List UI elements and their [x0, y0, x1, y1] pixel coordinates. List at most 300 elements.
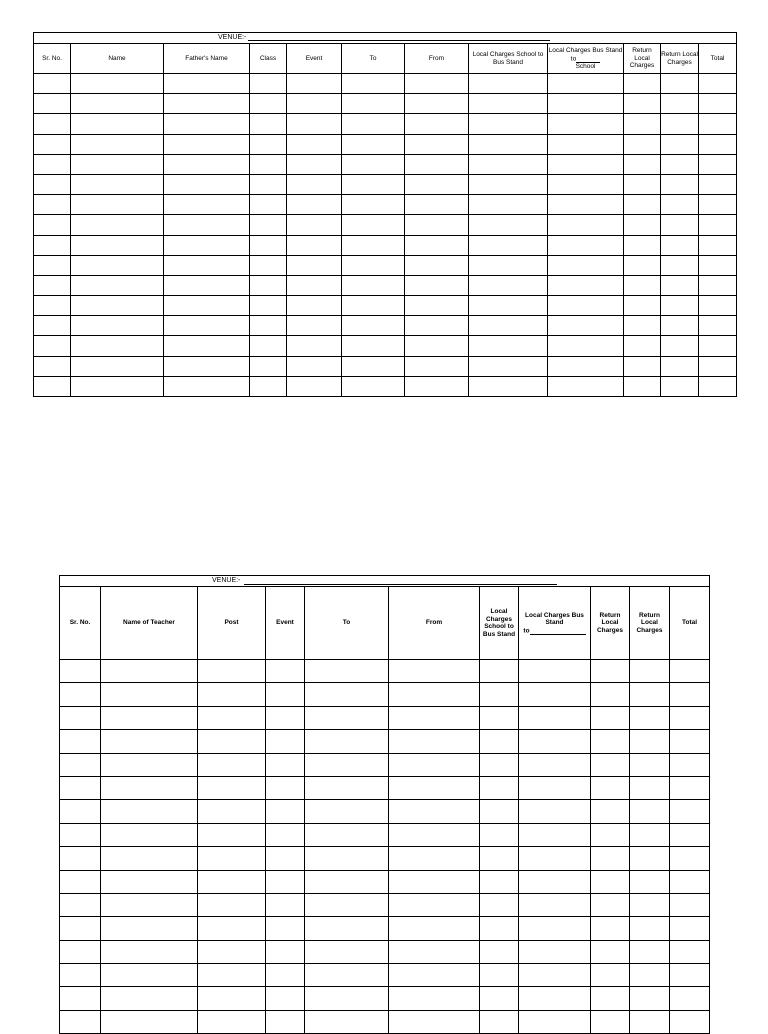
teachers-blank-cell[interactable]	[630, 730, 670, 753]
students-blank-cell[interactable]	[624, 275, 661, 295]
students-blank-cell[interactable]	[342, 154, 405, 174]
students-blank-cell[interactable]	[250, 74, 287, 94]
students-blank-cell[interactable]	[624, 376, 661, 396]
teachers-blank-cell[interactable]	[198, 964, 266, 987]
students-blank-cell[interactable]	[548, 94, 624, 114]
students-blank-cell[interactable]	[405, 275, 469, 295]
teachers-blank-cell[interactable]	[670, 940, 710, 963]
teachers-blank-cell[interactable]	[670, 847, 710, 870]
teachers-blank-cell[interactable]	[389, 893, 480, 916]
students-blank-cell[interactable]	[699, 316, 737, 336]
students-blank-cell[interactable]	[71, 275, 164, 295]
students-blank-cell[interactable]	[34, 235, 71, 255]
teachers-blank-cell[interactable]	[630, 683, 670, 706]
teachers-blank-cell[interactable]	[389, 706, 480, 729]
students-blank-cell[interactable]	[548, 296, 624, 316]
students-blank-cell[interactable]	[342, 376, 405, 396]
students-blank-cell[interactable]	[250, 255, 287, 275]
students-blank-cell[interactable]	[287, 316, 342, 336]
teachers-blank-cell[interactable]	[266, 800, 305, 823]
students-blank-cell[interactable]	[469, 336, 548, 356]
students-blank-cell[interactable]	[287, 195, 342, 215]
teachers-blank-cell[interactable]	[630, 800, 670, 823]
students-blank-cell[interactable]	[71, 336, 164, 356]
students-blank-cell[interactable]	[250, 376, 287, 396]
students-blank-cell[interactable]	[34, 255, 71, 275]
students-blank-cell[interactable]	[469, 235, 548, 255]
teachers-blank-cell[interactable]	[305, 987, 389, 1010]
teachers-blank-cell[interactable]	[198, 987, 266, 1010]
students-blank-cell[interactable]	[71, 215, 164, 235]
teachers-blank-cell[interactable]	[591, 1010, 630, 1033]
students-blank-cell[interactable]	[342, 74, 405, 94]
students-blank-cell[interactable]	[624, 195, 661, 215]
teachers-blank-cell[interactable]	[266, 730, 305, 753]
teachers-blank-cell[interactable]	[60, 660, 101, 683]
students-blank-cell[interactable]	[405, 356, 469, 376]
teachers-blank-cell[interactable]	[266, 870, 305, 893]
teachers-blank-cell[interactable]	[266, 893, 305, 916]
teachers-blank-cell[interactable]	[670, 870, 710, 893]
teachers-blank-cell[interactable]	[101, 940, 198, 963]
teachers-blank-cell[interactable]	[266, 660, 305, 683]
students-blank-cell[interactable]	[405, 215, 469, 235]
students-blank-cell[interactable]	[661, 215, 699, 235]
teachers-blank-cell[interactable]	[480, 1010, 519, 1033]
teachers-blank-cell[interactable]	[60, 893, 101, 916]
students-blank-cell[interactable]	[34, 336, 71, 356]
teachers-blank-cell[interactable]	[266, 706, 305, 729]
teachers-blank-cell[interactable]	[630, 964, 670, 987]
teachers-blank-cell[interactable]	[591, 940, 630, 963]
teachers-blank-cell[interactable]	[305, 1010, 389, 1033]
students-blank-cell[interactable]	[405, 74, 469, 94]
teachers-blank-cell[interactable]	[519, 964, 591, 987]
teachers-blank-cell[interactable]	[266, 776, 305, 799]
students-blank-cell[interactable]	[661, 376, 699, 396]
teachers-blank-cell[interactable]	[480, 964, 519, 987]
teachers-blank-cell[interactable]	[101, 893, 198, 916]
teachers-blank-cell[interactable]	[389, 847, 480, 870]
students-blank-cell[interactable]	[469, 94, 548, 114]
teachers-blank-cell[interactable]	[305, 753, 389, 776]
teachers-blank-cell[interactable]	[519, 893, 591, 916]
students-blank-cell[interactable]	[624, 74, 661, 94]
students-blank-cell[interactable]	[164, 255, 250, 275]
students-blank-cell[interactable]	[699, 235, 737, 255]
teachers-blank-cell[interactable]	[305, 776, 389, 799]
students-blank-cell[interactable]	[34, 215, 71, 235]
students-blank-cell[interactable]	[699, 94, 737, 114]
students-blank-cell[interactable]	[624, 134, 661, 154]
teachers-blank-cell[interactable]	[60, 823, 101, 846]
teachers-blank-cell[interactable]	[591, 893, 630, 916]
teachers-blank-cell[interactable]	[305, 800, 389, 823]
students-blank-cell[interactable]	[287, 154, 342, 174]
teachers-blank-cell[interactable]	[389, 683, 480, 706]
teachers-blank-cell[interactable]	[60, 683, 101, 706]
students-blank-cell[interactable]	[405, 134, 469, 154]
students-venue-line[interactable]	[248, 40, 550, 41]
teachers-blank-cell[interactable]	[389, 776, 480, 799]
students-blank-cell[interactable]	[34, 154, 71, 174]
teachers-blank-cell[interactable]	[305, 870, 389, 893]
teachers-blank-cell[interactable]	[60, 706, 101, 729]
teachers-blank-cell[interactable]	[389, 987, 480, 1010]
teachers-blank-cell[interactable]	[591, 753, 630, 776]
students-blank-cell[interactable]	[624, 114, 661, 134]
students-blank-cell[interactable]	[661, 114, 699, 134]
students-blank-cell[interactable]	[405, 94, 469, 114]
teachers-blank-cell[interactable]	[101, 917, 198, 940]
students-blank-cell[interactable]	[699, 356, 737, 376]
students-blank-cell[interactable]	[624, 94, 661, 114]
teachers-blank-cell[interactable]	[670, 893, 710, 916]
students-blank-cell[interactable]	[699, 154, 737, 174]
students-blank-cell[interactable]	[624, 316, 661, 336]
students-blank-cell[interactable]	[71, 94, 164, 114]
students-blank-cell[interactable]	[71, 74, 164, 94]
teachers-blank-cell[interactable]	[480, 823, 519, 846]
students-blank-cell[interactable]	[661, 174, 699, 194]
teachers-blank-cell[interactable]	[198, 917, 266, 940]
students-blank-cell[interactable]	[342, 336, 405, 356]
teachers-blank-cell[interactable]	[480, 847, 519, 870]
teachers-blank-cell[interactable]	[480, 800, 519, 823]
teachers-blank-cell[interactable]	[519, 800, 591, 823]
students-blank-cell[interactable]	[548, 174, 624, 194]
students-blank-cell[interactable]	[71, 174, 164, 194]
teachers-blank-cell[interactable]	[60, 847, 101, 870]
students-blank-cell[interactable]	[661, 94, 699, 114]
teachers-blank-cell[interactable]	[198, 893, 266, 916]
students-blank-cell[interactable]	[624, 336, 661, 356]
teachers-blank-cell[interactable]	[101, 1010, 198, 1033]
students-blank-cell[interactable]	[164, 94, 250, 114]
students-blank-cell[interactable]	[250, 94, 287, 114]
students-blank-cell[interactable]	[469, 174, 548, 194]
teachers-blank-cell[interactable]	[591, 823, 630, 846]
teachers-blank-cell[interactable]	[591, 776, 630, 799]
teachers-blank-cell[interactable]	[670, 823, 710, 846]
teachers-blank-cell[interactable]	[670, 987, 710, 1010]
students-blank-cell[interactable]	[624, 255, 661, 275]
students-blank-cell[interactable]	[469, 275, 548, 295]
students-blank-cell[interactable]	[34, 356, 71, 376]
students-blank-cell[interactable]	[164, 316, 250, 336]
students-blank-cell[interactable]	[469, 296, 548, 316]
students-blank-cell[interactable]	[548, 215, 624, 235]
students-blank-cell[interactable]	[661, 195, 699, 215]
teachers-blank-cell[interactable]	[389, 800, 480, 823]
students-blank-cell[interactable]	[71, 134, 164, 154]
teachers-blank-cell[interactable]	[519, 870, 591, 893]
teachers-blank-cell[interactable]	[305, 893, 389, 916]
students-blank-cell[interactable]	[469, 356, 548, 376]
teachers-blank-cell[interactable]	[266, 964, 305, 987]
students-blank-cell[interactable]	[164, 154, 250, 174]
teachers-blank-cell[interactable]	[519, 660, 591, 683]
teachers-blank-cell[interactable]	[266, 823, 305, 846]
teachers-blank-cell[interactable]	[630, 870, 670, 893]
teachers-blank-cell[interactable]	[101, 753, 198, 776]
students-blank-cell[interactable]	[342, 296, 405, 316]
teachers-blank-cell[interactable]	[60, 1010, 101, 1033]
teachers-blank-cell[interactable]	[266, 1010, 305, 1033]
teachers-blank-cell[interactable]	[519, 753, 591, 776]
students-blank-cell[interactable]	[164, 134, 250, 154]
students-blank-cell[interactable]	[548, 356, 624, 376]
students-blank-cell[interactable]	[164, 336, 250, 356]
students-blank-cell[interactable]	[164, 296, 250, 316]
students-blank-cell[interactable]	[661, 275, 699, 295]
teachers-blank-cell[interactable]	[630, 987, 670, 1010]
teachers-blank-cell[interactable]	[630, 753, 670, 776]
teachers-blank-cell[interactable]	[670, 1010, 710, 1033]
teachers-blank-cell[interactable]	[591, 730, 630, 753]
students-blank-cell[interactable]	[250, 275, 287, 295]
teachers-blank-cell[interactable]	[670, 753, 710, 776]
teachers-blank-cell[interactable]	[60, 776, 101, 799]
students-blank-cell[interactable]	[71, 356, 164, 376]
teachers-blank-cell[interactable]	[60, 800, 101, 823]
students-blank-cell[interactable]	[34, 134, 71, 154]
students-blank-cell[interactable]	[405, 376, 469, 396]
students-blank-cell[interactable]	[34, 174, 71, 194]
students-blank-cell[interactable]	[469, 215, 548, 235]
teachers-blank-cell[interactable]	[198, 847, 266, 870]
teachers-blank-cell[interactable]	[389, 1010, 480, 1033]
students-blank-cell[interactable]	[342, 94, 405, 114]
students-blank-cell[interactable]	[405, 154, 469, 174]
teachers-blank-cell[interactable]	[266, 987, 305, 1010]
students-blank-cell[interactable]	[405, 195, 469, 215]
students-blank-cell[interactable]	[661, 296, 699, 316]
teachers-blank-cell[interactable]	[266, 940, 305, 963]
teachers-blank-cell[interactable]	[60, 987, 101, 1010]
teachers-blank-cell[interactable]	[519, 940, 591, 963]
teachers-blank-cell[interactable]	[591, 706, 630, 729]
teachers-blank-cell[interactable]	[60, 940, 101, 963]
teachers-blank-cell[interactable]	[630, 823, 670, 846]
teachers-blank-cell[interactable]	[630, 1010, 670, 1033]
teachers-blank-cell[interactable]	[305, 706, 389, 729]
students-blank-cell[interactable]	[405, 235, 469, 255]
teachers-blank-cell[interactable]	[305, 683, 389, 706]
teachers-blank-cell[interactable]	[198, 1010, 266, 1033]
students-blank-cell[interactable]	[250, 356, 287, 376]
students-blank-cell[interactable]	[342, 275, 405, 295]
students-blank-cell[interactable]	[469, 114, 548, 134]
students-blank-cell[interactable]	[624, 215, 661, 235]
teachers-blank-cell[interactable]	[480, 987, 519, 1010]
teachers-blank-cell[interactable]	[60, 964, 101, 987]
teachers-blank-cell[interactable]	[480, 706, 519, 729]
teachers-blank-cell[interactable]	[670, 800, 710, 823]
teachers-blank-cell[interactable]	[519, 847, 591, 870]
teachers-blank-cell[interactable]	[198, 776, 266, 799]
students-blank-cell[interactable]	[699, 174, 737, 194]
students-blank-cell[interactable]	[548, 114, 624, 134]
teachers-blank-cell[interactable]	[389, 870, 480, 893]
teachers-blank-cell[interactable]	[101, 870, 198, 893]
students-blank-cell[interactable]	[469, 376, 548, 396]
teachers-blank-cell[interactable]	[670, 730, 710, 753]
teachers-blank-cell[interactable]	[591, 870, 630, 893]
teachers-blank-cell[interactable]	[630, 893, 670, 916]
students-blank-cell[interactable]	[661, 74, 699, 94]
students-blank-cell[interactable]	[287, 174, 342, 194]
students-blank-cell[interactable]	[469, 195, 548, 215]
students-blank-cell[interactable]	[250, 336, 287, 356]
students-blank-cell[interactable]	[287, 114, 342, 134]
teachers-blank-cell[interactable]	[519, 683, 591, 706]
students-blank-cell[interactable]	[34, 316, 71, 336]
teachers-blank-cell[interactable]	[389, 940, 480, 963]
students-blank-cell[interactable]	[34, 275, 71, 295]
students-blank-cell[interactable]	[661, 235, 699, 255]
students-blank-cell[interactable]	[34, 94, 71, 114]
students-blank-cell[interactable]	[250, 195, 287, 215]
students-blank-cell[interactable]	[548, 134, 624, 154]
teachers-blank-cell[interactable]	[591, 847, 630, 870]
teachers-blank-cell[interactable]	[630, 940, 670, 963]
teachers-blank-cell[interactable]	[670, 706, 710, 729]
students-blank-cell[interactable]	[469, 316, 548, 336]
students-blank-cell[interactable]	[699, 74, 737, 94]
teachers-blank-cell[interactable]	[630, 660, 670, 683]
teachers-blank-cell[interactable]	[266, 917, 305, 940]
students-blank-cell[interactable]	[342, 174, 405, 194]
students-blank-cell[interactable]	[548, 195, 624, 215]
teachers-blank-cell[interactable]	[198, 823, 266, 846]
students-blank-cell[interactable]	[699, 215, 737, 235]
teachers-blank-cell[interactable]	[101, 987, 198, 1010]
students-blank-cell[interactable]	[699, 296, 737, 316]
teachers-blank-cell[interactable]	[101, 683, 198, 706]
teachers-blank-cell[interactable]	[670, 660, 710, 683]
students-blank-cell[interactable]	[469, 255, 548, 275]
teachers-blank-cell[interactable]	[60, 870, 101, 893]
teachers-blank-cell[interactable]	[198, 683, 266, 706]
students-blank-cell[interactable]	[287, 215, 342, 235]
students-blank-cell[interactable]	[250, 296, 287, 316]
students-blank-cell[interactable]	[548, 255, 624, 275]
students-blank-cell[interactable]	[342, 114, 405, 134]
teachers-blank-cell[interactable]	[305, 964, 389, 987]
teachers-blank-cell[interactable]	[519, 917, 591, 940]
students-blank-cell[interactable]	[250, 114, 287, 134]
students-blank-cell[interactable]	[34, 74, 71, 94]
students-blank-cell[interactable]	[469, 74, 548, 94]
students-blank-cell[interactable]	[699, 195, 737, 215]
students-blank-cell[interactable]	[287, 296, 342, 316]
teachers-blank-cell[interactable]	[519, 776, 591, 799]
teachers-blank-cell[interactable]	[480, 753, 519, 776]
teachers-blank-cell[interactable]	[60, 730, 101, 753]
teachers-blank-cell[interactable]	[389, 964, 480, 987]
teachers-blank-cell[interactable]	[305, 940, 389, 963]
teachers-blank-cell[interactable]	[630, 706, 670, 729]
students-blank-cell[interactable]	[405, 255, 469, 275]
students-blank-cell[interactable]	[287, 94, 342, 114]
students-blank-cell[interactable]	[342, 356, 405, 376]
teachers-blank-cell[interactable]	[266, 753, 305, 776]
students-blank-cell[interactable]	[624, 356, 661, 376]
teachers-blank-cell[interactable]	[670, 964, 710, 987]
students-blank-cell[interactable]	[250, 134, 287, 154]
teachers-blank-cell[interactable]	[630, 847, 670, 870]
teachers-blank-cell[interactable]	[519, 823, 591, 846]
teachers-venue-line[interactable]	[244, 584, 557, 585]
teachers-blank-cell[interactable]	[480, 940, 519, 963]
teachers-blank-cell[interactable]	[519, 987, 591, 1010]
teachers-blank-cell[interactable]	[305, 660, 389, 683]
students-blank-cell[interactable]	[342, 235, 405, 255]
students-blank-cell[interactable]	[548, 316, 624, 336]
students-blank-cell[interactable]	[342, 195, 405, 215]
teachers-blank-cell[interactable]	[591, 987, 630, 1010]
teachers-blank-cell[interactable]	[519, 730, 591, 753]
teachers-blank-cell[interactable]	[305, 917, 389, 940]
students-blank-cell[interactable]	[548, 235, 624, 255]
students-blank-cell[interactable]	[250, 316, 287, 336]
students-blank-cell[interactable]	[71, 316, 164, 336]
teachers-blank-cell[interactable]	[389, 823, 480, 846]
teachers-blank-cell[interactable]	[519, 1010, 591, 1033]
teachers-blank-cell[interactable]	[670, 917, 710, 940]
students-blank-cell[interactable]	[287, 275, 342, 295]
teachers-blank-cell[interactable]	[480, 730, 519, 753]
students-blank-cell[interactable]	[469, 134, 548, 154]
teachers-blank-cell[interactable]	[670, 776, 710, 799]
teachers-blank-cell[interactable]	[480, 683, 519, 706]
students-blank-cell[interactable]	[699, 255, 737, 275]
teachers-blank-cell[interactable]	[266, 847, 305, 870]
students-blank-cell[interactable]	[164, 235, 250, 255]
students-blank-cell[interactable]	[287, 376, 342, 396]
teachers-blank-cell[interactable]	[591, 660, 630, 683]
students-blank-cell[interactable]	[548, 74, 624, 94]
students-blank-cell[interactable]	[287, 356, 342, 376]
teachers-blank-cell[interactable]	[480, 893, 519, 916]
students-blank-cell[interactable]	[699, 275, 737, 295]
students-blank-cell[interactable]	[405, 296, 469, 316]
students-blank-cell[interactable]	[548, 275, 624, 295]
students-blank-cell[interactable]	[624, 174, 661, 194]
students-blank-cell[interactable]	[34, 114, 71, 134]
teachers-blank-cell[interactable]	[480, 776, 519, 799]
students-blank-cell[interactable]	[287, 235, 342, 255]
teachers-blank-cell[interactable]	[305, 730, 389, 753]
students-blank-cell[interactable]	[469, 154, 548, 174]
students-blank-cell[interactable]	[624, 154, 661, 174]
teachers-blank-cell[interactable]	[305, 847, 389, 870]
students-blank-cell[interactable]	[548, 376, 624, 396]
students-blank-cell[interactable]	[164, 174, 250, 194]
students-blank-cell[interactable]	[699, 134, 737, 154]
teachers-blank-cell[interactable]	[591, 917, 630, 940]
students-blank-cell[interactable]	[287, 255, 342, 275]
students-blank-cell[interactable]	[287, 134, 342, 154]
teachers-blank-cell[interactable]	[480, 917, 519, 940]
students-blank-cell[interactable]	[71, 154, 164, 174]
teachers-blank-cell[interactable]	[60, 753, 101, 776]
students-blank-cell[interactable]	[342, 134, 405, 154]
students-blank-cell[interactable]	[548, 154, 624, 174]
teachers-blank-cell[interactable]	[101, 847, 198, 870]
teachers-blank-cell[interactable]	[389, 753, 480, 776]
